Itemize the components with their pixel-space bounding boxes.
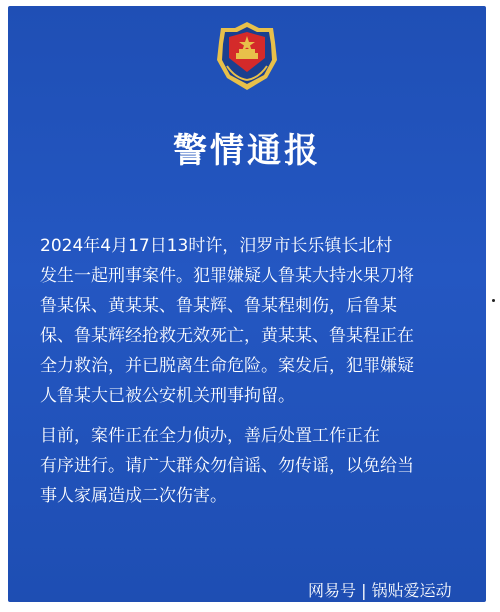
paragraph-line: 鲁某保、黄某某、鲁某辉、鲁某程刺伤，后鲁某 <box>40 296 397 316</box>
notice-paragraph-1 <box>40 231 462 411</box>
police-emblem-icon <box>215 20 279 92</box>
paragraph-line: 有序进行。请广大群众勿信谣、勿传谣，以免给当 <box>40 456 414 476</box>
paragraph-line: 事人家属造成二次伤害。 <box>40 486 227 506</box>
stray-dot <box>492 299 495 302</box>
paragraph-line: 人鲁某大已被公安机关刑事拘留。 <box>40 386 295 406</box>
paragraph-line: 发生一起刑事案件。犯罪嫌疑人鲁某大持水果刀将 <box>40 266 414 286</box>
police-notice-card <box>8 6 486 602</box>
page-title: 警情通报 <box>173 131 321 171</box>
paragraph-line: 目前，案件正在全力侦办，善后处置工作正在 <box>40 426 380 446</box>
paragraph-line: 2024年4月17日13时许，汨罗市长乐镇长北村 <box>40 236 393 256</box>
notice-paragraph-2 <box>40 421 462 511</box>
paragraph-line: 保、鲁某辉经抢救无效死亡，黄某某、鲁某程正在 <box>40 326 414 346</box>
source-watermark: 网易号 | 锅贴爱运动 <box>308 581 452 600</box>
paragraph-line: 全力救治，并已脱离生命危险。案发后，犯罪嫌疑 <box>40 356 414 376</box>
